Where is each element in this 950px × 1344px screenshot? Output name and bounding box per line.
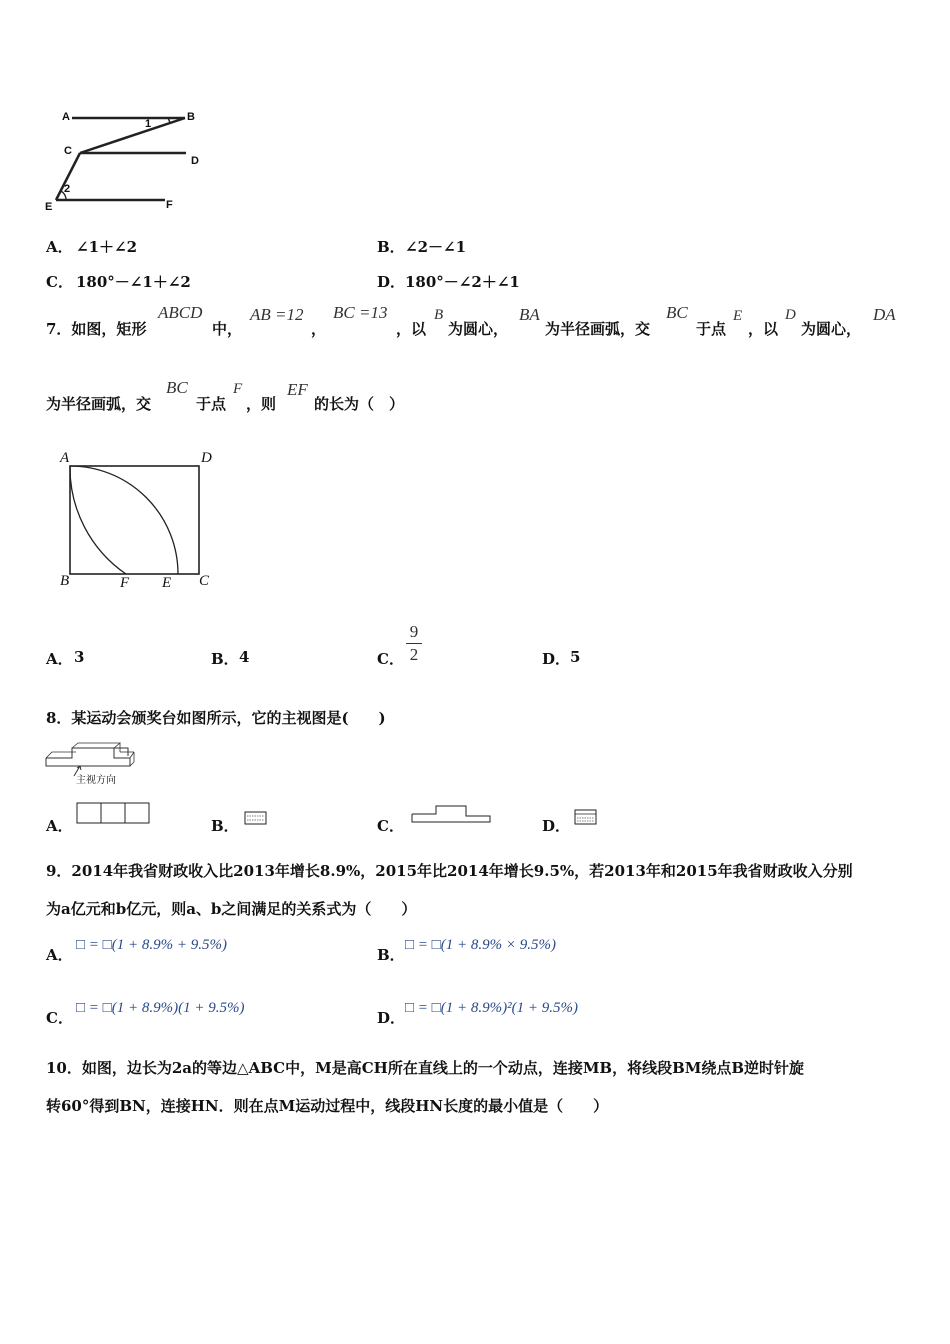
q7-stem-seg6: 为半径画弧，交 (545, 320, 651, 338)
q9-option-d-key: D． (377, 1009, 406, 1027)
q7-stem-line2-seg3: ，则 (246, 395, 277, 413)
q7-math-abcd: ABCD (158, 303, 203, 322)
q7-stem-seg3: ， (311, 320, 327, 338)
q7-stem-line2-seg1: 为半径画弧，交 (46, 395, 152, 413)
q7-math-da: DA (873, 305, 896, 324)
q9-option-a-key: A． (46, 946, 73, 964)
q8-option-a-key: A． (46, 817, 73, 835)
q7-math-e: E (733, 308, 743, 324)
q7-label-d: D (201, 450, 212, 466)
q9-option-c-formula: □ = □(1 + 8.9%)(1 + 9.5%) (76, 1000, 245, 1016)
fraction-numerator: 9 (409, 622, 419, 641)
q9-option-b-formula: □ = □(1 + 8.9% × 9.5%) (405, 937, 556, 953)
q7-label-b: B (60, 573, 70, 589)
q9-stem-line1: 9．2014年我省财政收入比2013年增长8.9%，2015年比2014年增长9.5%，若2013年和2015年我省财政收入分别 (46, 862, 853, 880)
q6-label-f: F (166, 199, 173, 211)
q8-option-a-figure (76, 802, 152, 826)
q7-option-b-text: 4 (239, 648, 250, 666)
q6-label-d: D (191, 155, 199, 167)
q7-option-a-key: A． (46, 650, 73, 668)
q7-math-ba: BA (519, 305, 540, 324)
q7-option-b-key: B． (211, 650, 239, 668)
q6-option-c-text: 180°－∠1＋∠2 (76, 273, 191, 291)
q7-math-b: B (434, 307, 444, 323)
q7-math-ef: EF (287, 380, 308, 399)
q7-option-d-key: D． (542, 650, 571, 668)
q8-option-b-key: B． (211, 817, 239, 835)
q6-option-d-text: 180°－∠2＋∠1 (405, 273, 520, 291)
q8-option-d-figure (574, 809, 598, 827)
q9-option-d-formula: □ = □(1 + 8.9%)²(1 + 9.5%) (405, 1000, 578, 1016)
q6-option-a-key: A． (46, 238, 73, 256)
q7-label-f: F (120, 575, 130, 591)
q9-option-c-key: C． (46, 1009, 73, 1027)
q6-label-b: B (187, 111, 195, 123)
q7-stem-line2-seg4: 的长为（ ） (314, 395, 405, 413)
q7-label-a: A (60, 450, 70, 466)
q10-stem-line2: 转60°得到BN，连接HN．则在点M运动过程中，线段HN长度的最小值是（ ） (46, 1097, 609, 1115)
q7-stem-seg9: 为圆心， (801, 320, 862, 338)
q7-stem-seg2: 中， (212, 320, 243, 338)
q7-stem-seg5: 为圆心， (448, 320, 509, 338)
q7-option-c-fraction (406, 622, 422, 665)
q9-stem-line2: 为a亿元和b亿元，则a、b之间满足的关系式为（ ） (46, 900, 417, 918)
q6-option-b-text: ∠2－∠1 (405, 238, 467, 256)
q7-math-bc3: BC (166, 378, 188, 397)
q7-stem-line2-seg2: 于点 (196, 395, 227, 413)
q6-label-2: 2 (64, 183, 71, 195)
q7-option-d-text: 5 (570, 648, 581, 666)
q7-option-a-text: 3 (74, 648, 85, 666)
q7-stem-seg7: 于点 (696, 320, 727, 338)
q6-label-e: E (45, 201, 53, 213)
q8-option-c-figure (410, 804, 492, 826)
q7-stem-seg8: ，以 (748, 320, 779, 338)
q8-figure-caption: 主视方向 (76, 775, 116, 786)
q7-stem-seg1: 7．如图，矩形 (46, 320, 147, 338)
q6-label-a: A (62, 111, 70, 123)
q7-option-c-key: C． (377, 650, 404, 668)
q6-option-a-text: ∠1＋∠2 (76, 238, 138, 256)
q7-math-bc: BC =13 (333, 303, 388, 322)
q7-stem-seg4: ，以 (396, 320, 427, 338)
q7-math-bc2: BC (666, 303, 688, 322)
q8-stem: 8．某运动会颁奖台如图所示，它的主视图是( ) (46, 709, 386, 727)
q10-stem-line1: 10．如图，边长为2a的等边△ABC中，M是高CH所在直线上的一个动点，连接MB，将线段BM绕点B逆时针旋 (46, 1059, 805, 1077)
q7-figure (60, 458, 220, 588)
q6-option-c-key: C． (46, 273, 73, 291)
q8-option-b-figure (244, 811, 268, 827)
q9-option-a-formula: □ = □(1 + 8.9% + 9.5%) (76, 937, 227, 953)
q7-math-d: D (785, 307, 796, 323)
q6-label-c: C (64, 145, 72, 157)
q7-label-c: C (199, 573, 210, 589)
q9-option-b-key: B． (377, 946, 405, 964)
q7-math-f: F (233, 381, 243, 397)
q6-option-d-key: D． (377, 273, 406, 291)
q6-label-1: 1 (145, 118, 152, 130)
q8-option-d-key: D． (542, 817, 571, 835)
q7-math-ab: AB =12 (250, 305, 304, 324)
q6-option-b-key: B． (377, 238, 405, 256)
q8-option-c-key: C． (377, 817, 404, 835)
fraction-bar (406, 643, 422, 644)
fraction-denominator: 2 (409, 645, 419, 664)
q7-label-e: E (162, 575, 172, 591)
